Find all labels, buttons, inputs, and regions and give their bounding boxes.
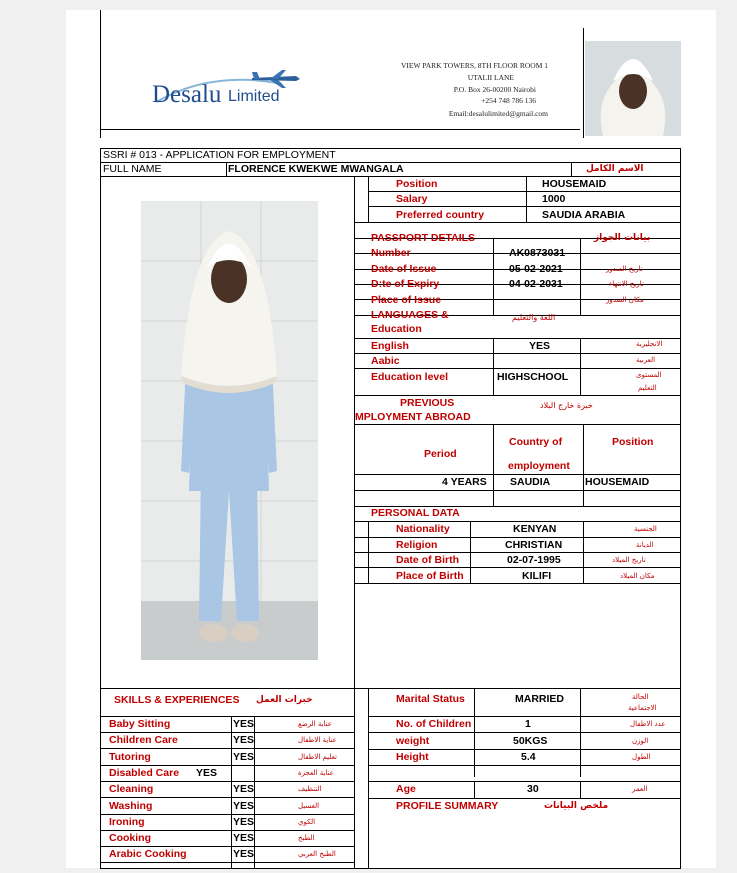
dob-value: 02-07-1995 [507,554,561,566]
pob-value: KILIFI [522,570,552,582]
applicant-photo-full [141,201,318,660]
skill-ar: عناية الاطفال [298,736,337,744]
passport-heading: PASSPORT DETAILS [371,232,476,244]
full-name-ar: الاسم الكامل [586,164,644,174]
skills-heading: SKILLS & EXPERIENCES [114,694,240,706]
skill-ar: الغسيل [298,802,320,810]
skill-label: Ironing [109,816,145,828]
issue-date: 05-02-2021 [509,263,563,275]
previous-period: 4 YEARS [442,476,487,488]
skill-label: Children Care [109,734,178,746]
skill-value: YES [233,734,255,746]
skill-ar: عناية الرضع [298,720,332,728]
weight-value: 50KGS [513,735,548,747]
skill-ar: التنظيف [298,785,322,793]
country-value: SAUDIA ARABIA [542,209,626,221]
english-value: YES [529,340,551,352]
company-suffix: Limited [228,88,280,105]
skill-value: YES [233,783,255,795]
skill-value: YES [233,718,255,730]
personal-heading: PERSONAL DATA [371,507,460,519]
age-value: 30 [527,783,539,795]
profile-summary-label: PROFILE SUMMARY [396,800,499,812]
children-value: 1 [525,718,531,730]
skill-label: Cooking [109,832,151,844]
nationality-value: KENYAN [513,523,557,535]
skill-value: YES [233,751,255,763]
education-value: HIGHSCHOOL [497,371,569,383]
skill-ar: الطبخ [298,834,315,842]
religion-value: CHRISTIAN [505,539,563,551]
expiry-date: 04-02-2031 [509,278,563,290]
skill-value: YES [233,832,255,844]
height-value: 5.4 [521,751,536,763]
skill-value: YES [233,800,255,812]
application-form: Desalu Limited VIEW PARK TOWERS, 8TH FLOOR ROOM 1 UTALII LANE P.O. Box 26-00200 Nairobi +254 748 786 136 Email:desalulimited@gmail.com SSRI # 013 - APPLICATION FOR EMPLOYMENT FULL NAME FLORENCE KWEKWE MWANGALA الاسم الكامل Position HOUSEMAID Salary 1000 Preferred country SAUDIA ARABIA PASSPORT DETAILS بيانات الجواز Number AK0873031 Date of Issue 05-02-2021 تاريخ الصدور D:te of Expiry 04-02-2031 تاريخ الانتهاء Place of Issue مكان الصدور LANGUAGES & Education اللغة والتعليم English YES الانجليزية Aabic العربية Education level HIGHSCHOOL المستوى التعليم PREVIOUS MPLOYMENT ABROAD خبرة خارج البلاد Period Country of employment Position 4 YEARS SAUDIA HOUSEMAID PERSONAL DATA Nationality KENYAN الجنسية Religion CHRISTIAN الديانة Date of Birth 02-07-1995 تاريخ الميلاد Place of Birth KILIFI مكان الميلاد SKILLS & EXPERIENCES خبرات العمل Marital Status MARRIED الحالة الاجتماعية No. of Children 1 عدد الاطفال weight 50KGS الوزن Height 5.4 الطول Age 30 العمر PROFILE SUMMARY ملخص البيانات Baby Sitting YES عناية الرضع Children Care YES عناية الاطفال Tutoring YES تعليم الاطفال Disabled Care YES عناية العجزة Cleaning YES التنظيف Washing YES الغسيل Ironing YES الكوي Cooking YES الطبخ Arabic Cooking YES الطبخ العربي [66,10,716,868]
previous-position: HOUSEMAID [585,476,650,488]
skill-label: Disabled Care [109,767,180,779]
skill-label: Washing [109,800,153,812]
form-ref: SSRI # 013 - APPLICATION FOR EMPLOYMENT [103,149,336,161]
skill-ar: الطبخ العربي [298,850,336,858]
skill-ar: تعليم الاطفال [298,753,337,761]
previous-country: SAUDIA [510,476,551,488]
marital-value: MARRIED [515,693,564,705]
skill-label: Cleaning [109,783,154,795]
skill-ar: الكوي [298,818,316,826]
company-name: Desalu [152,81,222,108]
position-value: HOUSEMAID [542,178,607,190]
skill-value: YES [233,816,255,828]
skill-value: YES [233,848,255,860]
applicant-photo-small [585,41,681,136]
skill-ar: عناية العجزة [298,769,334,777]
company-logo [152,62,312,112]
skill-label: Baby Sitting [109,718,171,730]
passport-number: AK0873031 [509,247,566,259]
full-name-label: FULL NAME [103,163,162,175]
salary-value: 1000 [542,193,566,205]
skill-label: Tutoring [109,751,151,763]
company-address: VIEW PARK TOWERS, 8TH FLOOR ROOM 1 UTALII LANE P.O. Box 26-00200 Nairobi +254 748 786 136 Email:desalulimited@gmail.com [400,61,548,118]
skill-value: YES [196,767,218,779]
skill-label: Arabic Cooking [109,848,187,860]
full-name-value: FLORENCE KWEKWE MWANGALA [228,163,404,175]
